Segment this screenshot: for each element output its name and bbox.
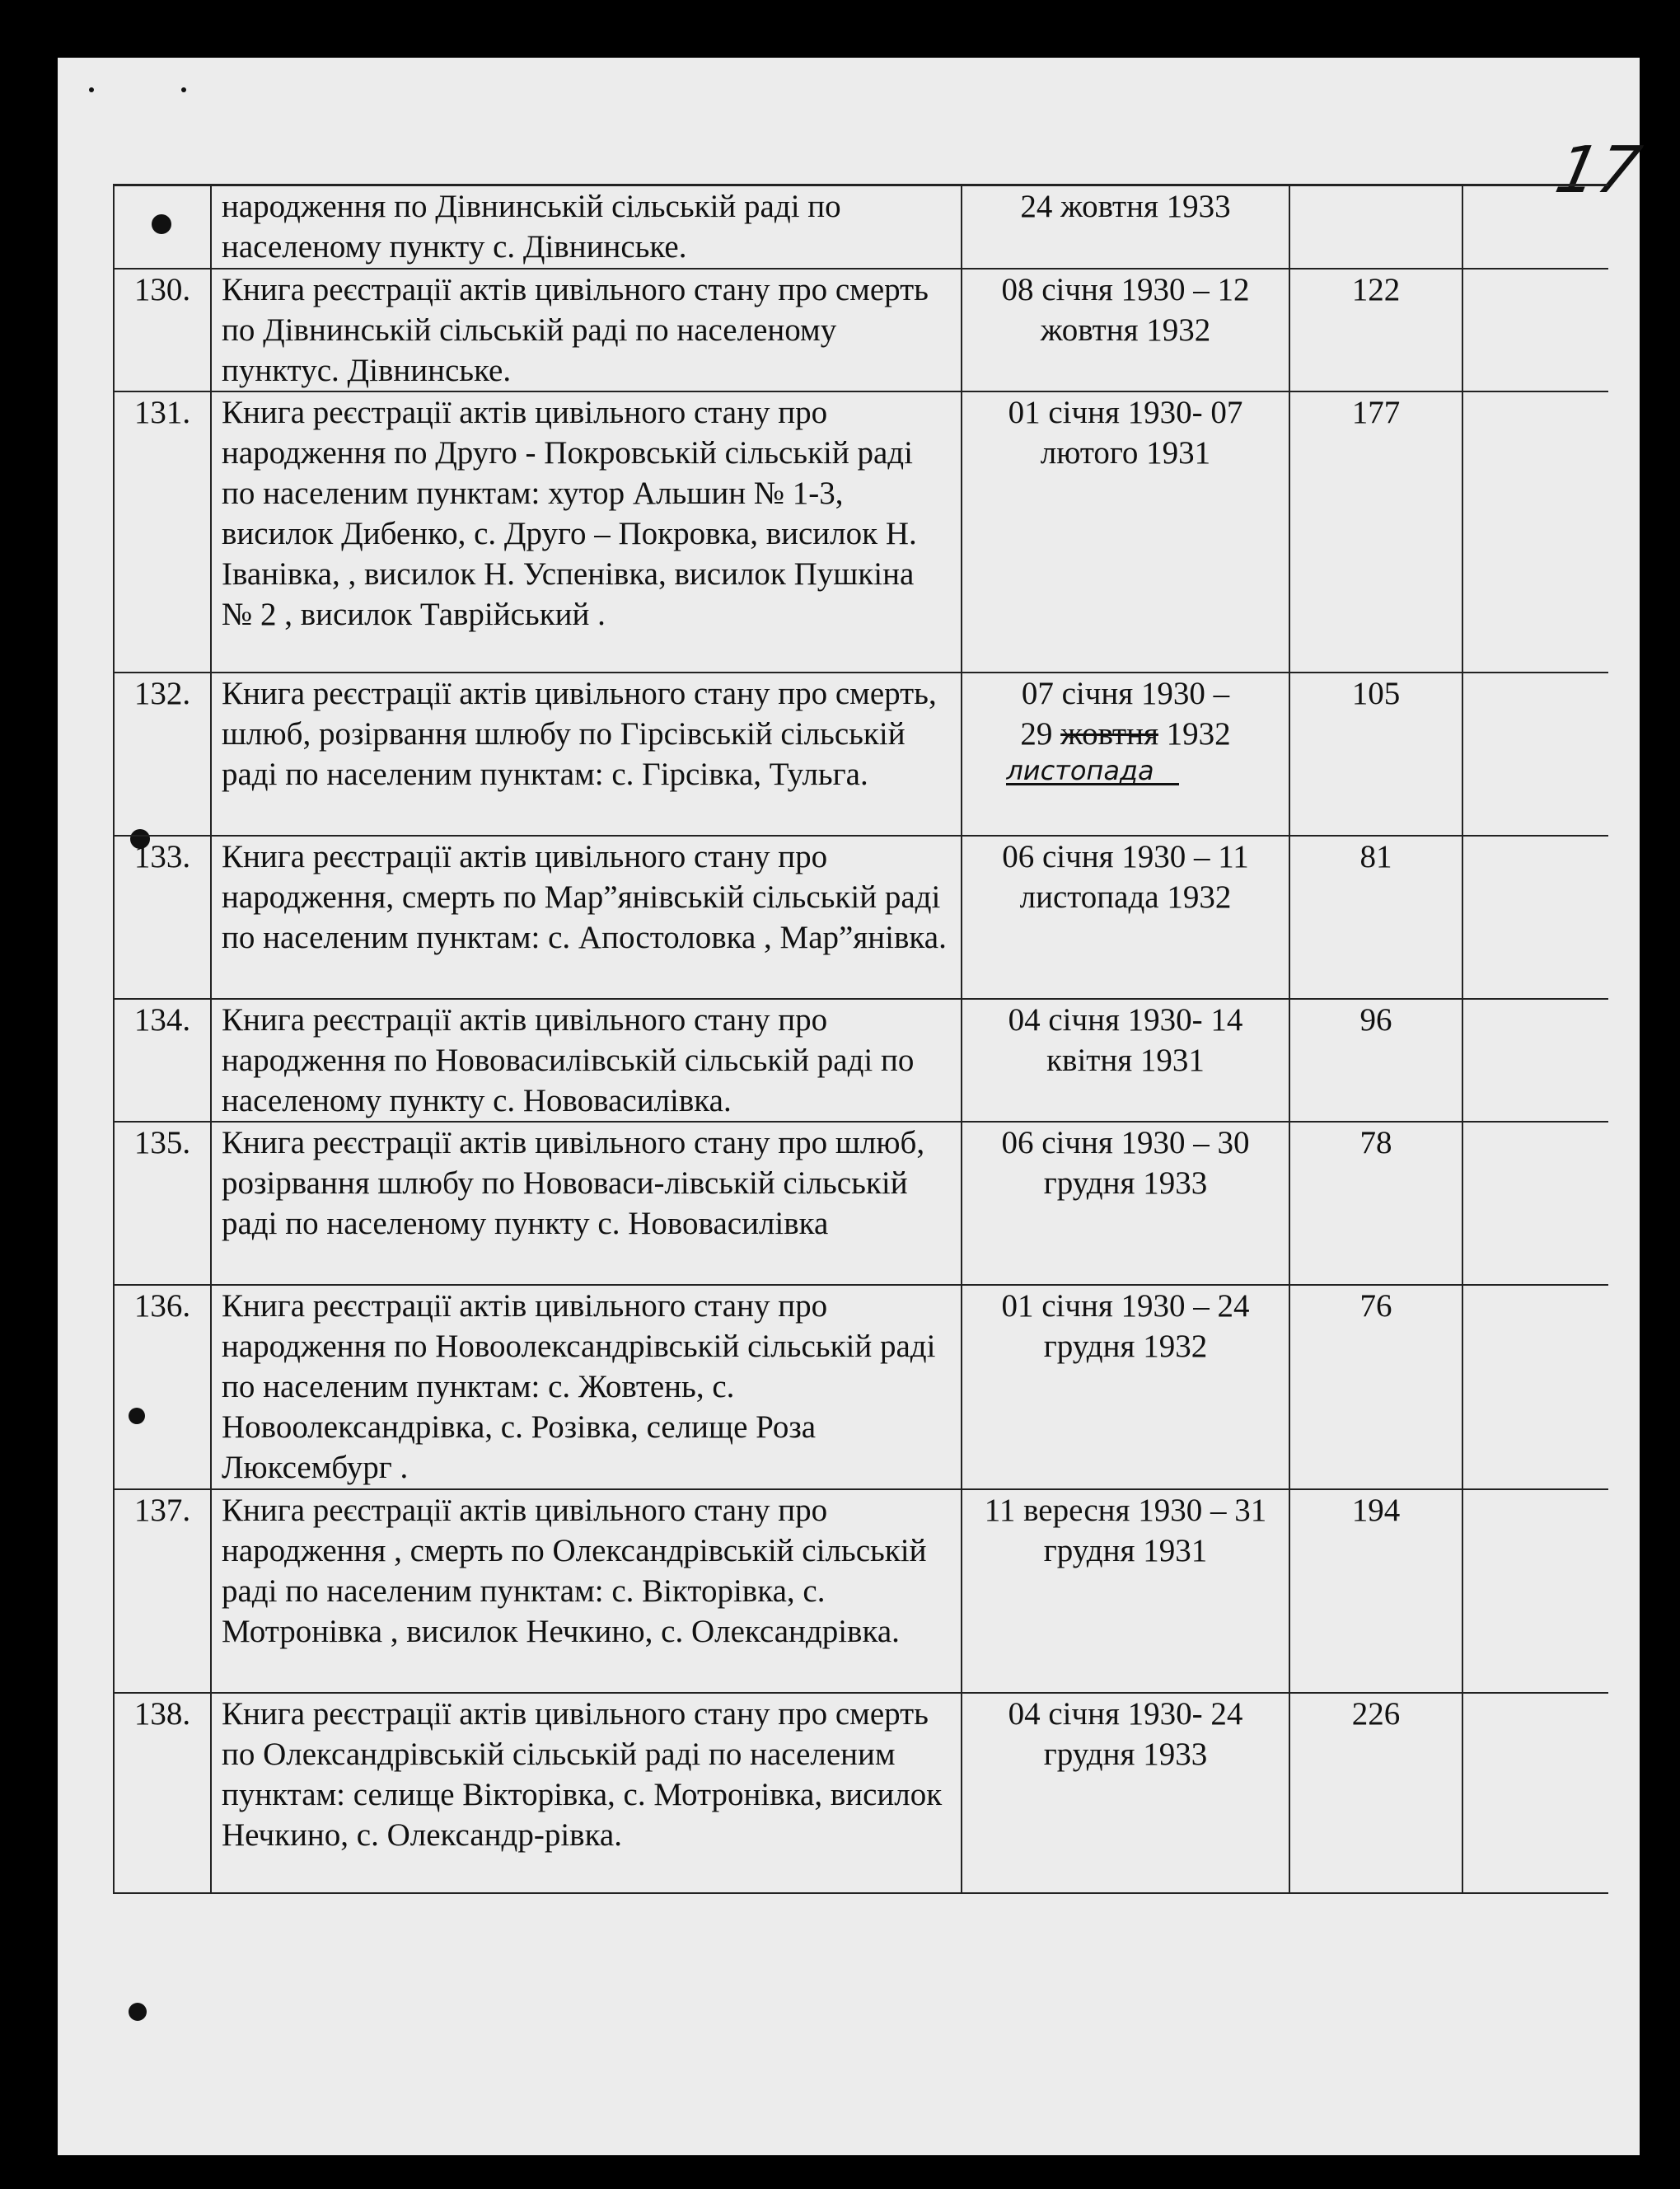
- row-count: 78: [1289, 1122, 1462, 1285]
- row-number: 132.: [114, 673, 211, 836]
- row-dates: 06 січня 1930 – 30 грудня 1933: [962, 1122, 1289, 1285]
- table-row: [114, 999, 1608, 1122]
- row-dates: 06 січня 1930 – 11 листопада 1932: [962, 836, 1289, 999]
- row-dates-end: [972, 714, 1279, 754]
- row-description: народження по Дівнинській сільській раді по населеному пункту с. Дівнинське.: [211, 185, 962, 269]
- row-description: Книга реєстрації актів цивільного стану про шлюб, розірвання шлюбу по Нововаси-лівській сільській раді по населеному пункту с. Нововасилівка: [211, 1122, 962, 1285]
- row-dates: 08 січня 1930 – 12 жовтня 1932: [962, 269, 1289, 391]
- row-count: 96: [1289, 999, 1462, 1122]
- row-number: 131.: [114, 391, 211, 673]
- row-dates-corrected: [962, 673, 1289, 836]
- row-description: Книга реєстрації актів цивільного стану про смерть по Олександрівській сільській раді по населеним пунктам: селище Вікторівка, с. Мотронівка, висилок Нечкино, с. Олександр-рівка.: [211, 1693, 962, 1893]
- table-row: [114, 185, 1608, 269]
- row-empty-cell: [1462, 1285, 1608, 1489]
- row-description: Книга реєстрації актів цивільного стану про народження по Друго - Покровській сільській раді по населеним пунктам: хутор Альшин № 1-3, висилок Дибенко, с. Друго – Покровка, висилок Н. Іванівка, , висилок Н. Успенівка, висилок Пушкіна № 2 , висилок Таврійський .: [211, 391, 962, 673]
- row-empty-cell: [1462, 999, 1608, 1122]
- row-number: 130.: [114, 269, 211, 391]
- row-dates: 24 жовтня 1933: [962, 185, 1289, 269]
- table-row: [114, 1285, 1608, 1489]
- register-table: [113, 184, 1608, 1894]
- row-number: 136.: [114, 1285, 211, 1489]
- table-row: [114, 836, 1608, 999]
- table-row: [114, 673, 1608, 836]
- row-number: 135.: [114, 1122, 211, 1285]
- row-number: 138.: [114, 1693, 211, 1893]
- row-empty-cell: [1462, 185, 1608, 269]
- row-count: 122: [1289, 269, 1462, 391]
- row-dates: 04 січня 1930- 24 грудня 1933: [962, 1693, 1289, 1893]
- table-row: [114, 391, 1608, 673]
- table-row: [114, 269, 1608, 391]
- row-description: Книга реєстрації актів цивільного стану про народження по Новоолександрівській сільській раді по населеним пунктам: с. Жовтень, с. Новоолександрівка, с. Розівка, селище Роза Люксембург .: [211, 1285, 962, 1489]
- row-empty-cell: [1462, 1489, 1608, 1693]
- row-description: Книга реєстрації актів цивільного стану про народження, смерть по Мар”янівській сільській раді по населеним пунктам: с. Апостоловка , Мар”янівка.: [211, 836, 962, 999]
- row-dates: 01 січня 1930 – 24 грудня 1932: [962, 1285, 1289, 1489]
- row-dates-day: 29: [1020, 715, 1053, 752]
- row-dates: 01 січня 1930- 07 лютого 1931: [962, 391, 1289, 673]
- punch-hole: [129, 2003, 147, 2021]
- row-empty-cell: [1462, 1693, 1608, 1893]
- table-row: [114, 1693, 1608, 1893]
- row-count: 226: [1289, 1693, 1462, 1893]
- row-dates: 04 січня 1930- 14 квітня 1931: [962, 999, 1289, 1122]
- row-empty-cell: [1462, 1122, 1608, 1285]
- row-empty-cell: [1462, 836, 1608, 999]
- struck-month: жовтня: [1060, 715, 1158, 752]
- row-count: [1289, 185, 1462, 269]
- row-description: Книга реєстрації актів цивільного стану про народження по Нововасилівській сільській раді по населеному пункту с. Нововасилівка.: [211, 999, 962, 1122]
- row-dates: 11 вересня 1930 – 31 грудня 1931: [962, 1489, 1289, 1693]
- scan-speck: [181, 87, 186, 92]
- row-count: 76: [1289, 1285, 1462, 1489]
- row-description: Книга реєстрації актів цивільного стану про смерть, шлюб, розірвання шлюбу по Гірсівській сільській раді по населеним пунктам: с. Гірсівка, Тульга.: [211, 673, 962, 836]
- row-empty-cell: [1462, 269, 1608, 391]
- table-row: [114, 1489, 1608, 1693]
- row-description: Книга реєстрації актів цивільного стану про смерть по Дівнинській сільській раді по населеному пунктус. Дівнинське.: [211, 269, 962, 391]
- row-description: Книга реєстрації актів цивільного стану про народження , смерть по Олександрівській сільській раді по населеним пунктам: с. Вікторівка, с. Мотронівка , висилок Нечкино, с. Олександрівка.: [211, 1489, 962, 1693]
- row-count: 194: [1289, 1489, 1462, 1693]
- row-number: 137.: [114, 1489, 211, 1693]
- row-number: 134.: [114, 999, 211, 1122]
- page-number: 17: [1549, 134, 1647, 208]
- row-count: 81: [1289, 836, 1462, 999]
- row-dates-start: 07 січня 1930 –: [1021, 675, 1230, 711]
- row-number: [114, 185, 211, 269]
- row-dates-year: 1932: [1166, 715, 1231, 752]
- row-empty-cell: [1462, 673, 1608, 836]
- table-row: [114, 1122, 1608, 1285]
- row-count: 177: [1289, 391, 1462, 673]
- row-number: 133.: [114, 836, 211, 999]
- row-empty-cell: [1462, 391, 1608, 673]
- scan-speck: [89, 87, 94, 92]
- handwritten-correction: листопада: [1006, 758, 1178, 785]
- row-count: 105: [1289, 673, 1462, 836]
